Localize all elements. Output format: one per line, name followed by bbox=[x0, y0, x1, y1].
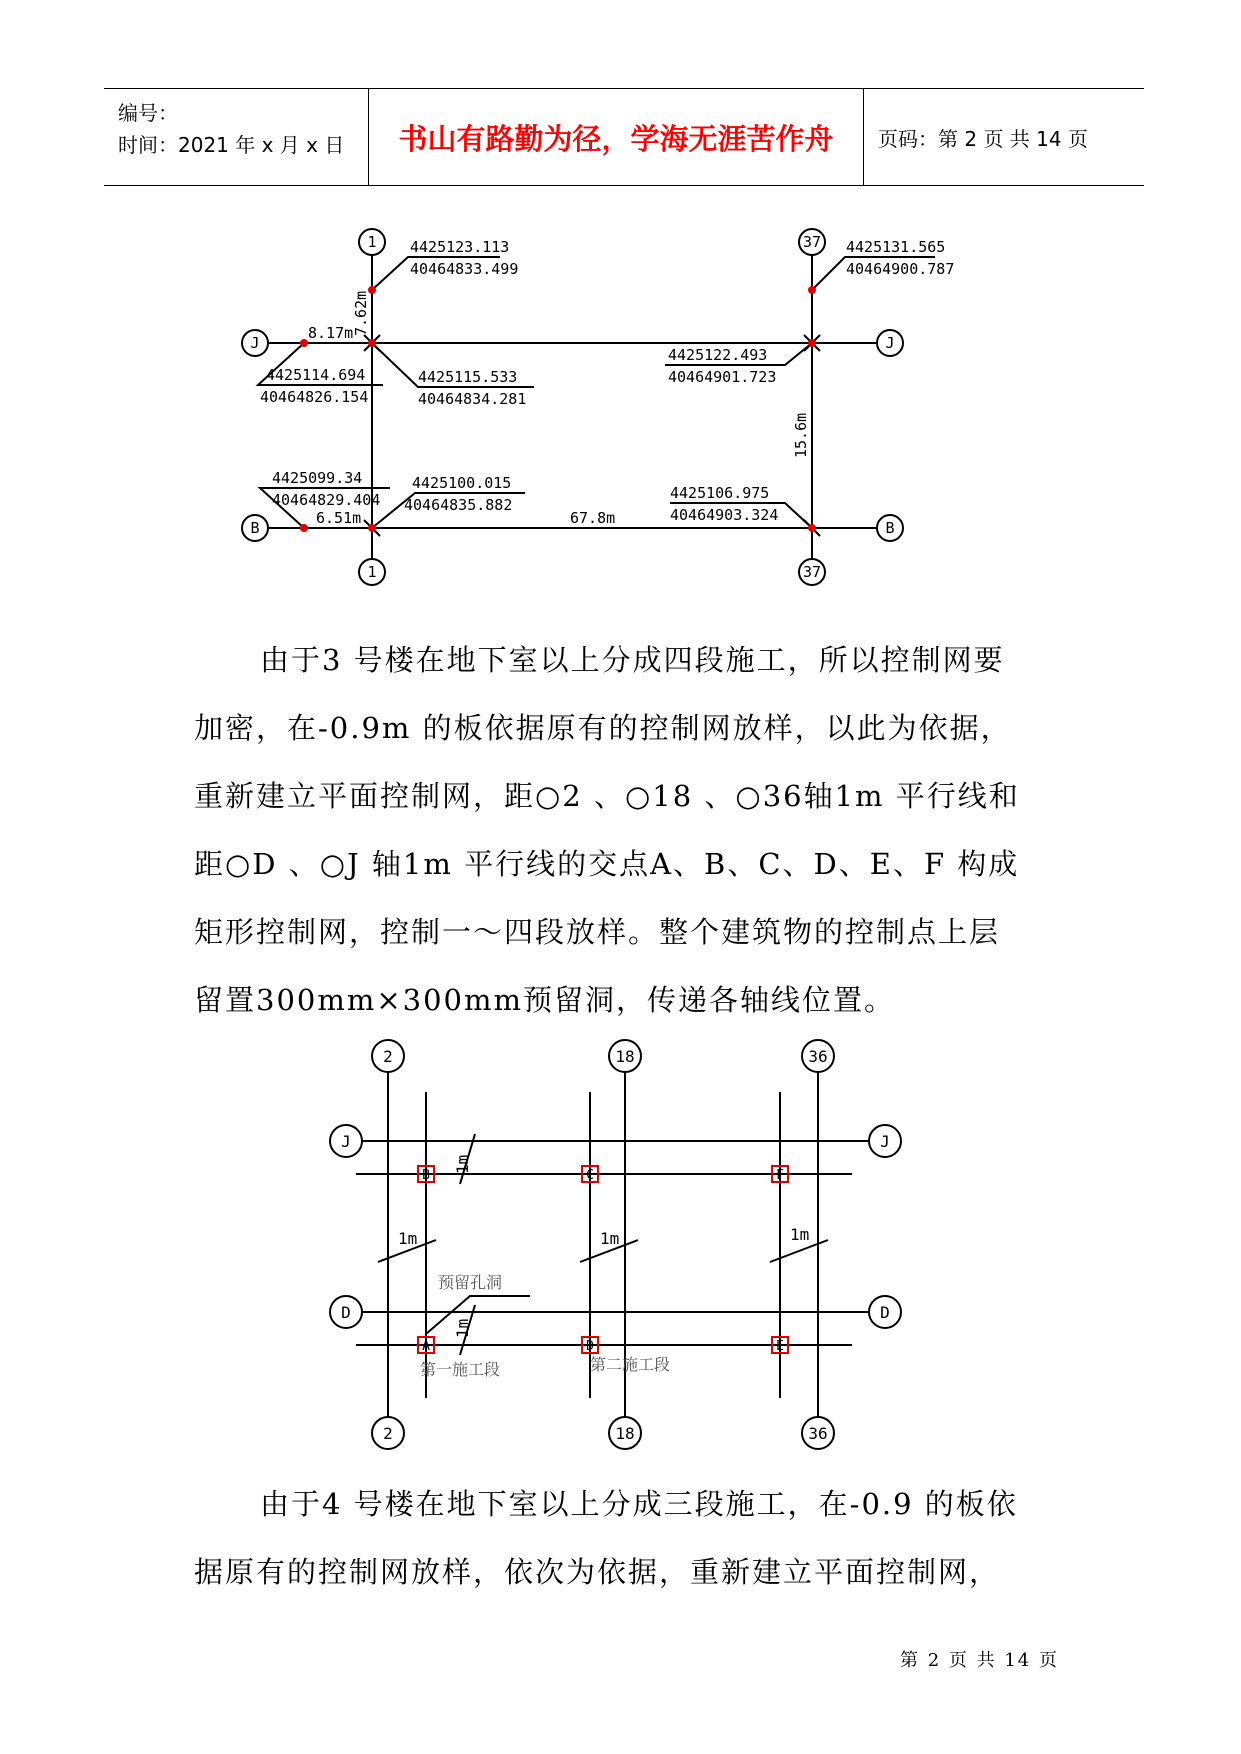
paragraph-line: 留置300mm×300mm预留洞，传递各轴线位置。 bbox=[194, 983, 895, 1017]
hole-label: 预留孔洞 bbox=[438, 1273, 503, 1292]
paragraph-line: 据原有的控制网放样，依次为依据，重新建立平面控制网， bbox=[194, 1555, 1001, 1589]
dimension-label: 1m bbox=[600, 1229, 620, 1248]
axis-label: 2 bbox=[383, 1047, 393, 1066]
paragraph-line: 由于4 号楼在地下室以上分成三段施工，在-0.9 的板依 bbox=[260, 1487, 1018, 1521]
axis-label: B bbox=[250, 519, 260, 537]
control-point bbox=[808, 339, 816, 347]
axis-label: 1 bbox=[367, 563, 377, 581]
coordinate-label: 40464829.404 bbox=[272, 491, 381, 509]
stage-2-label: 第二施工段 bbox=[590, 1355, 671, 1374]
coordinate-label: 40464835.882 bbox=[404, 496, 513, 514]
dimension-label: 1m bbox=[453, 1318, 472, 1338]
header-left-cell bbox=[104, 89, 369, 185]
point-label: C bbox=[586, 1168, 594, 1183]
axis-label: 1 bbox=[367, 233, 377, 251]
coordinate-label: 40464901.723 bbox=[668, 368, 777, 386]
point-label: B bbox=[422, 1168, 430, 1183]
coordinate-label: 4425115.533 bbox=[418, 368, 518, 386]
point-label: E bbox=[776, 1339, 784, 1354]
axis-label: D bbox=[341, 1303, 351, 1322]
dimension-label: 8.17m bbox=[308, 324, 354, 342]
dimension-label: 6.51m bbox=[316, 509, 362, 527]
page-number-label: 页码：第 2 页 共 14 页 bbox=[878, 126, 1088, 151]
point-label: D bbox=[586, 1339, 594, 1354]
paragraph-line: 重新建立平面控制网，距○2 、○18 、○36轴1m 平行线和 bbox=[194, 779, 1020, 813]
axis-label: J bbox=[885, 334, 895, 352]
control-point bbox=[808, 286, 816, 294]
coordinate-label: 40464834.281 bbox=[418, 390, 527, 408]
dimension-label: 1m bbox=[790, 1225, 810, 1244]
control-point bbox=[300, 524, 308, 532]
dimension-label: 7.62m bbox=[352, 290, 370, 336]
axis-label: J bbox=[341, 1132, 351, 1151]
dimension-label: 67.8m bbox=[570, 509, 616, 527]
coordinate-label: 4425114.694 bbox=[266, 366, 366, 384]
dimension-label: 15.6m bbox=[792, 412, 810, 458]
paragraph-1 bbox=[194, 626, 1074, 1034]
axis-label: 37 bbox=[802, 563, 822, 581]
coordinate-label: 4425122.493 bbox=[668, 346, 768, 364]
axis-label: 37 bbox=[802, 233, 822, 251]
paragraph-line: 加密，在-0.9m 的板依据原有的控制网放样，以此为依据， bbox=[194, 711, 1012, 745]
motto: 书山有路勤为径，学海无涯苦作舟 bbox=[369, 89, 864, 185]
coordinate-label: 40464903.324 bbox=[670, 506, 779, 524]
axis-label: 18 bbox=[615, 1047, 635, 1066]
paragraph-line: 由于3 号楼在地下室以上分成四段施工，所以控制网要 bbox=[260, 643, 1005, 677]
control-point bbox=[808, 524, 816, 532]
control-network-diagram bbox=[200, 210, 955, 600]
page-footer: 第 2 页 共 14 页 bbox=[900, 1650, 1059, 1671]
control-point bbox=[368, 339, 376, 347]
coordinate-label: 40464900.787 bbox=[846, 260, 955, 278]
coordinate-label: 4425099.34 bbox=[272, 469, 363, 487]
axis-label: D bbox=[880, 1303, 890, 1322]
coordinate-label: 4425100.015 bbox=[412, 474, 512, 492]
control-point bbox=[368, 524, 376, 532]
axis-label: J bbox=[250, 334, 260, 352]
axis-label: 36 bbox=[808, 1424, 828, 1443]
coordinate-label: 4425106.975 bbox=[670, 484, 770, 502]
axis-label: B bbox=[885, 519, 895, 537]
time-label: 时间：2021 年 x 月 x 日 bbox=[118, 133, 345, 157]
header-right-cell bbox=[864, 89, 1144, 185]
axis-label: 36 bbox=[808, 1047, 828, 1066]
stage-1-label: 第一施工段 bbox=[420, 1360, 501, 1379]
densified-network-diagram bbox=[320, 1030, 920, 1460]
paragraph-line: 矩形控制网，控制一～四段放样。整个建筑物的控制点上层 bbox=[194, 915, 1001, 949]
dimension-label: 1m bbox=[453, 1154, 472, 1174]
page-header bbox=[104, 88, 1144, 186]
axis-label: 2 bbox=[383, 1424, 393, 1443]
paragraph-line: 距○D 、○J 轴1m 平行线的交点A、B、C、D、E、F 构成 bbox=[194, 847, 1020, 881]
coordinate-label: 4425123.113 bbox=[410, 238, 510, 256]
point-label: A bbox=[422, 1339, 430, 1354]
document-number-label: 编号： bbox=[118, 101, 178, 125]
coordinate-label: 40464833.499 bbox=[410, 260, 519, 278]
dimension-label: 1m bbox=[398, 1229, 418, 1248]
coordinate-label: 4425131.565 bbox=[846, 238, 946, 256]
paragraph-2 bbox=[194, 1470, 1074, 1606]
coordinate-label: 40464826.154 bbox=[260, 388, 369, 406]
axis-label: J bbox=[880, 1132, 890, 1151]
point-label: F bbox=[776, 1168, 784, 1183]
axis-label: 18 bbox=[615, 1424, 635, 1443]
control-point bbox=[300, 339, 308, 347]
